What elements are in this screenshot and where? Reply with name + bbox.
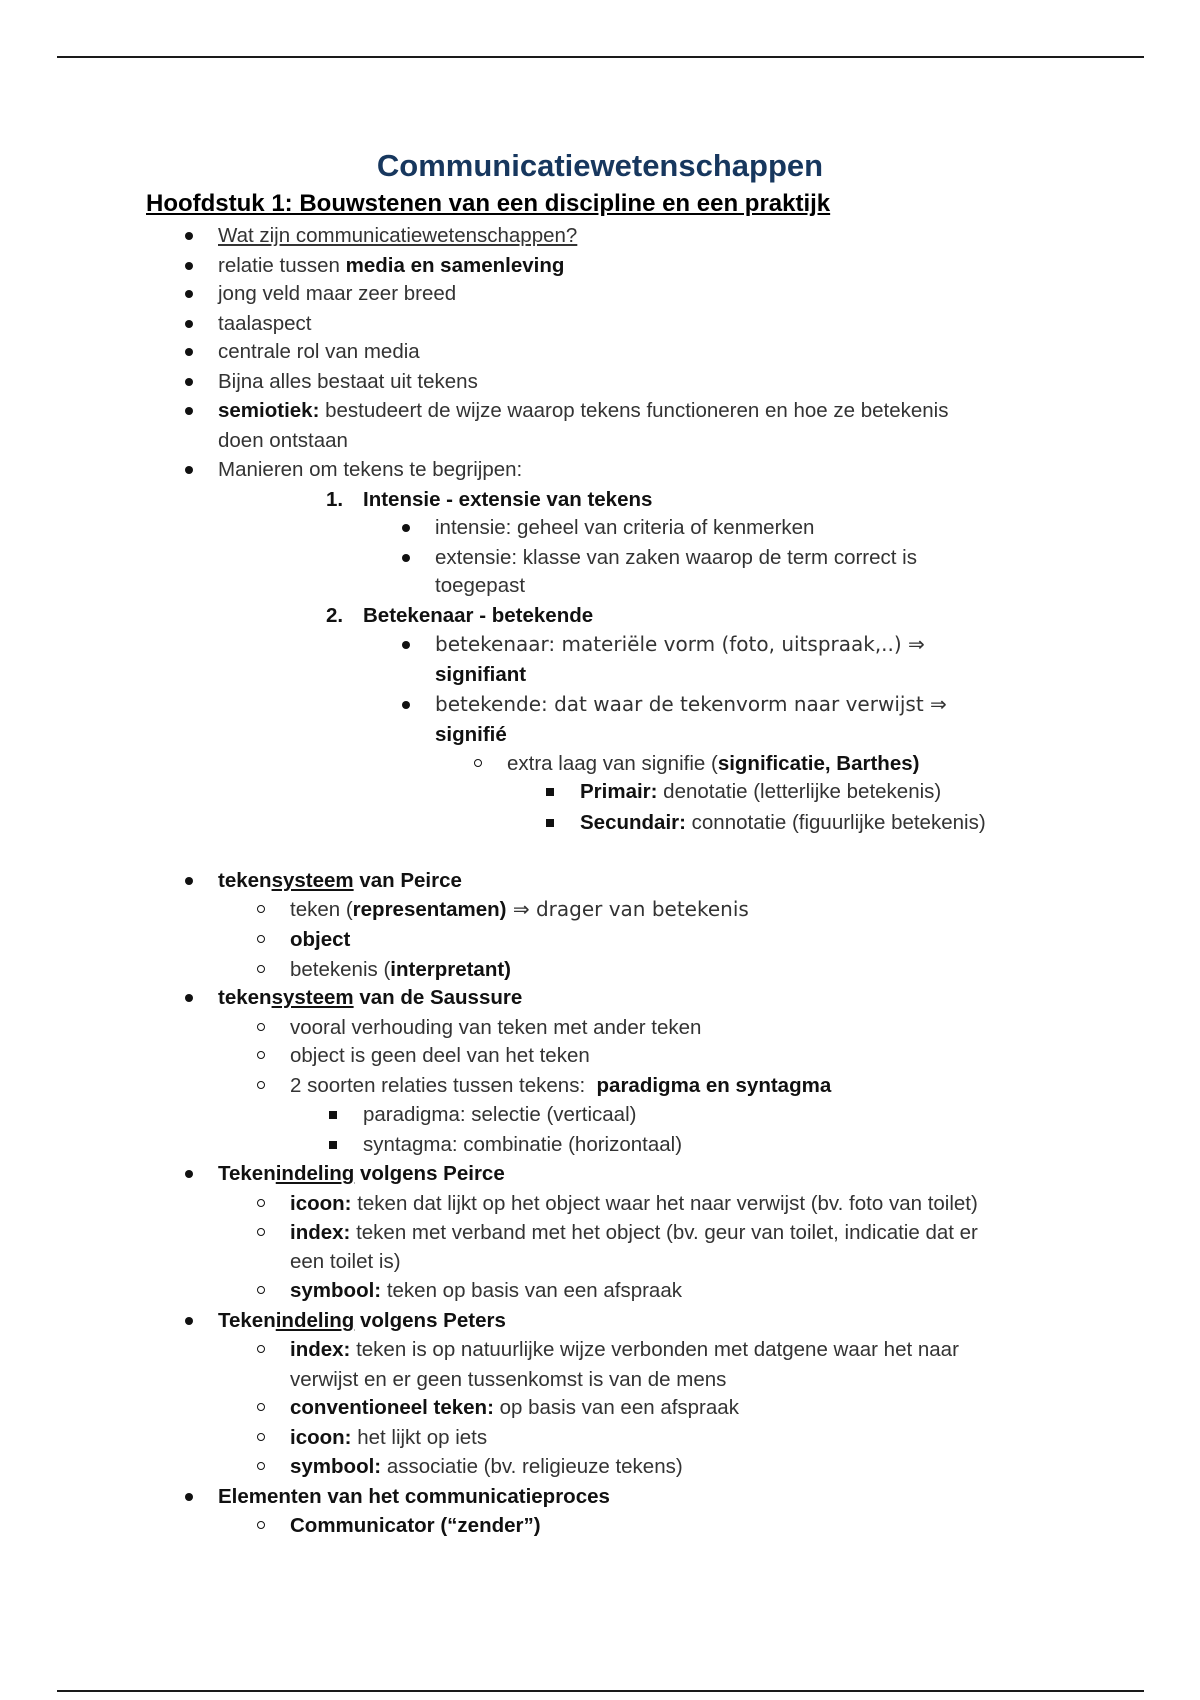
- list-item: 2 soorten relaties tussen tekens: paradigma en syntagma: [290, 1074, 832, 1097]
- bullet-icon: [402, 690, 414, 719]
- numbered-item: Intensie - extensie van tekens: [363, 488, 653, 511]
- circle-bullet-icon: [257, 925, 269, 954]
- bullet-icon: [402, 513, 414, 542]
- bullet-icon: [185, 866, 197, 895]
- list-item: tekensysteem van de Saussure: [218, 986, 523, 1009]
- list-item: object: [290, 928, 351, 951]
- list-item: Wat zijn communicatiewetenschappen?: [218, 224, 578, 247]
- circle-bullet-icon: [474, 749, 486, 778]
- bullet-icon: [402, 543, 414, 572]
- circle-bullet-icon: [257, 1276, 269, 1305]
- list-item: Elementen van het communicatieproces: [218, 1485, 610, 1508]
- list-item: symbool: teken op basis van een afspraak: [290, 1279, 682, 1302]
- list-item: object is geen deel van het teken: [290, 1044, 590, 1067]
- circle-bullet-icon: [257, 1511, 269, 1540]
- square-bullet-icon: [546, 777, 558, 806]
- chapter-heading: Hoofdstuk 1: Bouwstenen van een discipline en een praktijk: [146, 190, 831, 217]
- bullet-icon: [185, 367, 197, 396]
- list-item: Tekenindeling volgens Peirce: [218, 1162, 505, 1185]
- bullet-icon: [185, 337, 197, 366]
- list-item: vooral verhouding van teken met ander teken: [290, 1016, 702, 1039]
- list-item-continuation: signifié: [435, 723, 507, 746]
- list-item: semiotiek: bestudeert de wijze waarop tekens functioneren en hoe ze betekenis: [218, 399, 949, 422]
- list-item: conventioneel teken: op basis van een afspraak: [290, 1396, 739, 1419]
- circle-bullet-icon: [257, 895, 269, 924]
- list-item: extensie: klasse van zaken waarop de term correct is: [435, 546, 917, 569]
- list-item: symbool: associatie (bv. religieuze tekens): [290, 1455, 683, 1478]
- circle-bullet-icon: [257, 1218, 269, 1247]
- list-item-continuation: een toilet is): [290, 1250, 401, 1273]
- circle-bullet-icon: [257, 1041, 269, 1070]
- list-item: index: teken met verband met het object (bv. geur van toilet, indicatie dat er: [290, 1221, 978, 1244]
- list-number: 1.: [326, 488, 344, 511]
- list-item-continuation: signifiant: [435, 663, 527, 686]
- bullet-icon: [185, 221, 197, 250]
- bullet-icon: [185, 309, 197, 338]
- list-item: Tekenindeling volgens Peters: [218, 1309, 506, 1332]
- list-item: Secundair: connotatie (figuurlijke betekenis): [580, 811, 986, 834]
- circle-bullet-icon: [257, 1393, 269, 1422]
- list-item: Bijna alles bestaat uit tekens: [218, 370, 478, 393]
- square-bullet-icon: [546, 808, 558, 837]
- circle-bullet-icon: [257, 1335, 269, 1364]
- list-item: icoon: teken dat lijkt op het object waar het naar verwijst (bv. foto van toilet): [290, 1192, 978, 1215]
- list-item: icoon: het lijkt op iets: [290, 1426, 488, 1449]
- list-item: extra laag van signifie (significatie, Barthes): [507, 752, 920, 775]
- list-item: relatie tussen media en samenleving: [218, 254, 565, 277]
- list-item: Manieren om tekens te begrijpen:: [218, 458, 523, 481]
- top-rule: [57, 56, 1144, 58]
- square-bullet-icon: [329, 1130, 341, 1159]
- bullet-icon: [185, 455, 197, 484]
- bullet-icon: [185, 279, 197, 308]
- list-item: teken (representamen) ⇒ drager van betekenis: [290, 897, 749, 921]
- document-title: Communicatiewetenschappen: [376, 148, 824, 183]
- list-item: paradigma: selectie (verticaal): [363, 1103, 637, 1126]
- list-item: tekensysteem van Peirce: [218, 869, 462, 892]
- list-number: 2.: [326, 604, 344, 627]
- bottom-rule: [57, 1690, 1144, 1692]
- list-item: betekende: dat waar de tekenvorm naar verwijst ⇒: [435, 692, 947, 716]
- list-item: Primair: denotatie (letterlijke betekenis): [580, 780, 942, 803]
- bullet-icon: [185, 251, 197, 280]
- numbered-item: Betekenaar - betekende: [363, 604, 594, 627]
- list-item: taalaspect: [218, 312, 312, 335]
- bullet-icon: [185, 396, 197, 425]
- circle-bullet-icon: [257, 955, 269, 984]
- list-item-continuation: verwijst en er geen tussenkomst is van de mens: [290, 1368, 727, 1391]
- list-item: index: teken is op natuurlijke wijze verbonden met datgene waar het naar: [290, 1338, 959, 1361]
- bullet-icon: [185, 1306, 197, 1335]
- list-item-continuation: doen ontstaan: [218, 429, 348, 452]
- square-bullet-icon: [329, 1100, 341, 1129]
- list-item: betekenis (interpretant): [290, 958, 512, 981]
- list-item-continuation: toegepast: [435, 574, 526, 597]
- circle-bullet-icon: [257, 1071, 269, 1100]
- list-item: jong veld maar zeer breed: [218, 282, 457, 305]
- list-item: Communicator (“zender”): [290, 1514, 541, 1537]
- bullet-icon: [402, 630, 414, 659]
- list-item: syntagma: combinatie (horizontaal): [363, 1133, 683, 1156]
- circle-bullet-icon: [257, 1189, 269, 1218]
- bullet-icon: [185, 983, 197, 1012]
- list-item: centrale rol van media: [218, 340, 420, 363]
- circle-bullet-icon: [257, 1452, 269, 1481]
- bullet-icon: [185, 1482, 197, 1511]
- list-item: intensie: geheel van criteria of kenmerken: [435, 516, 815, 539]
- circle-bullet-icon: [257, 1013, 269, 1042]
- bullet-icon: [185, 1159, 197, 1188]
- list-item: betekenaar: materiële vorm (foto, uitspraak,..) ⇒: [435, 632, 925, 656]
- circle-bullet-icon: [257, 1423, 269, 1452]
